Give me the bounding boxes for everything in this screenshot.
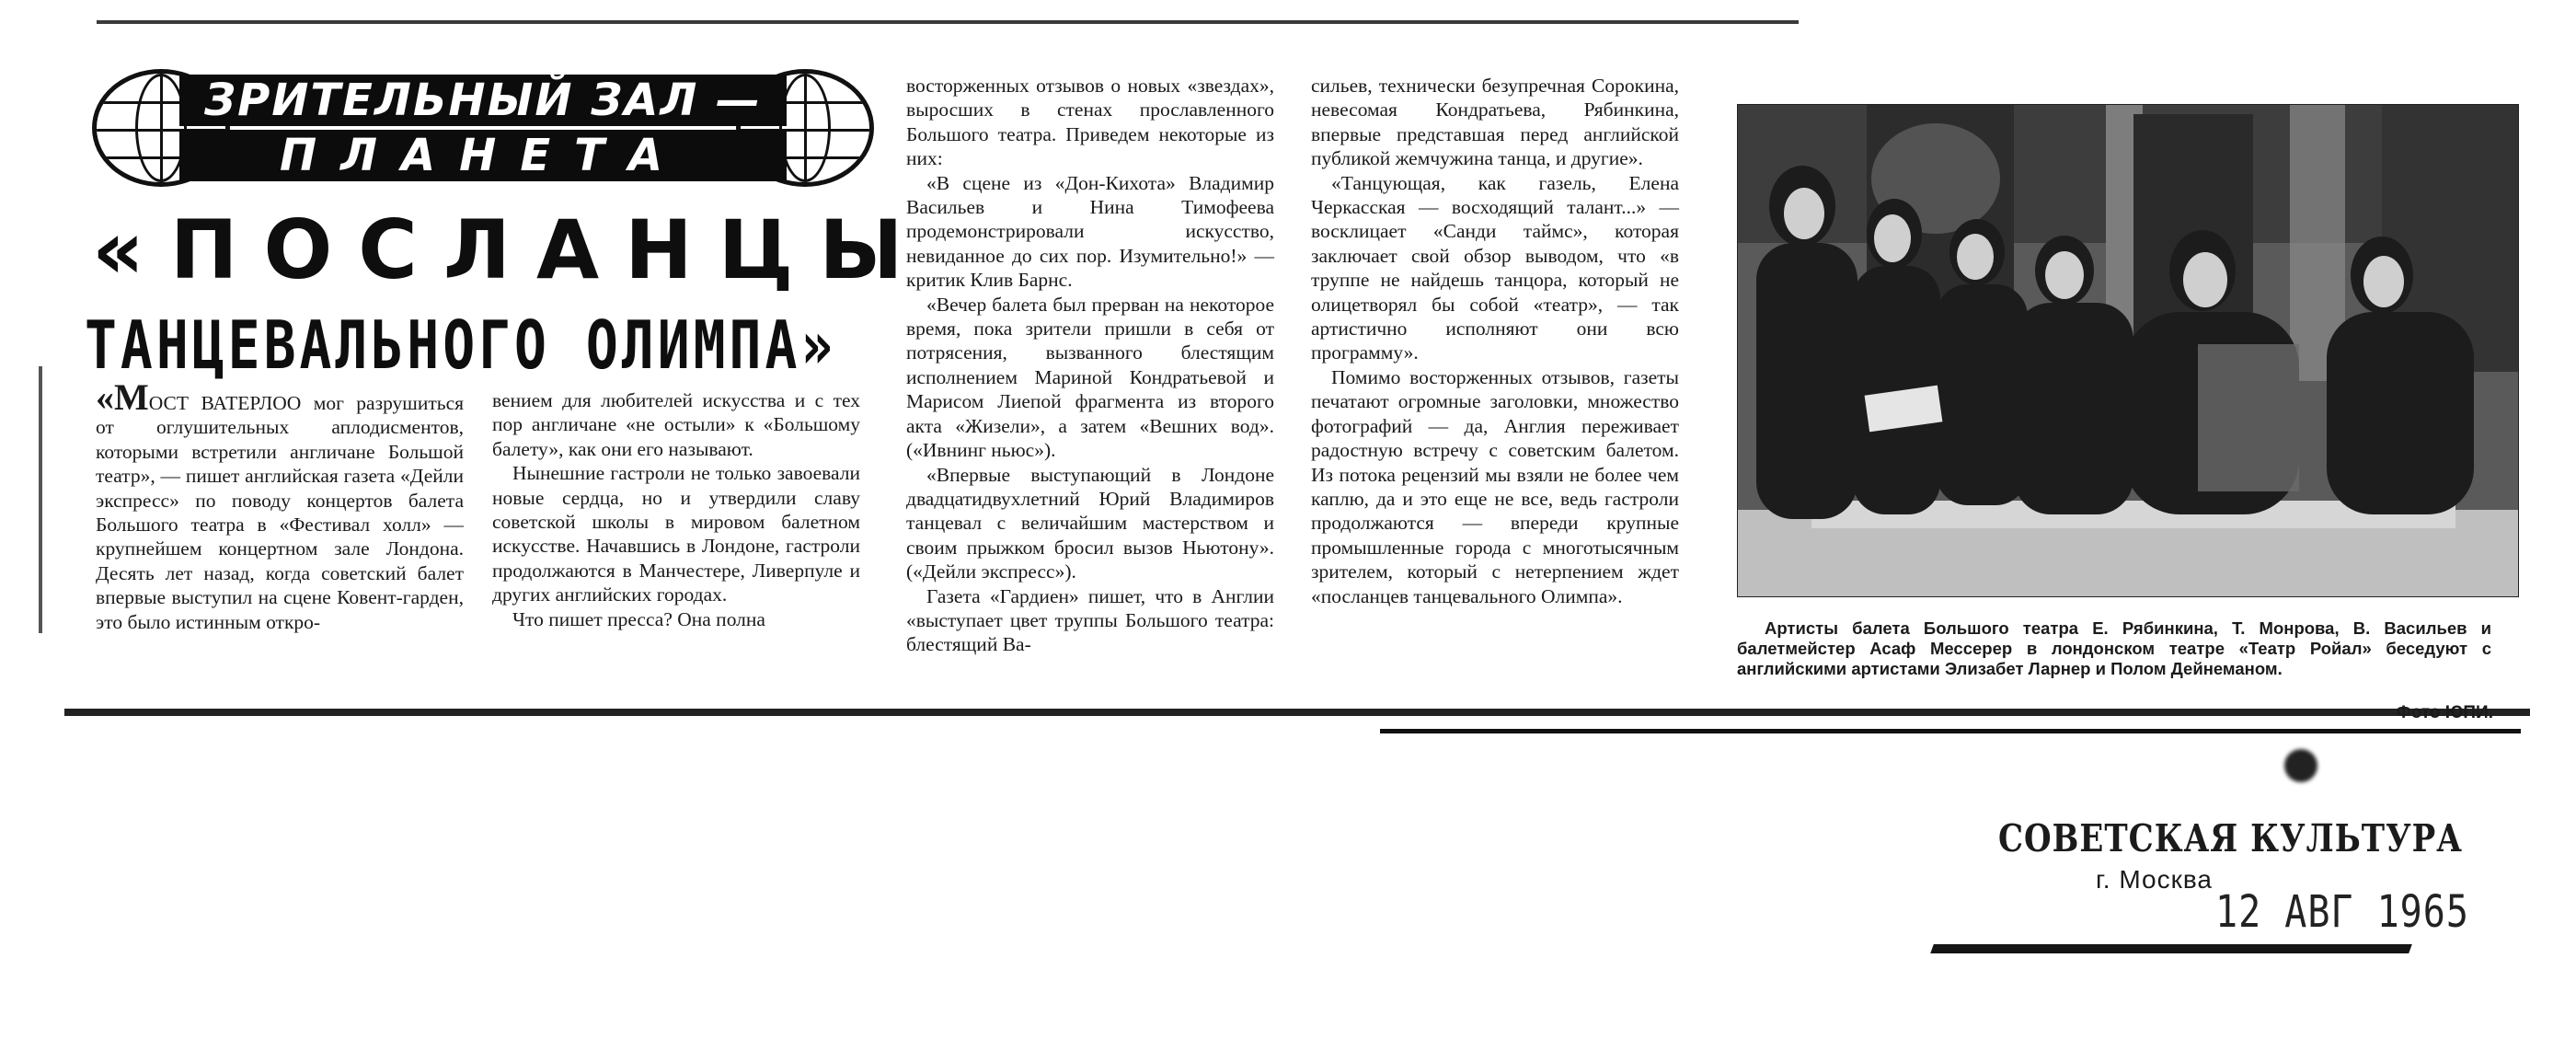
article-paragraph: восторженных отзывов о новых «звездах», выросших в стенах прославленного Большого театра. Приведем некоторые из них: — [906, 75, 1274, 170]
drop-cap: «М — [96, 376, 149, 418]
rubric-line-2: ПЛАНЕТА — [179, 130, 787, 181]
stamp-city: г. Москва — [2096, 865, 2213, 894]
article-paragraph: вением для любителей искусства и с тех пор англичане «не остыли» к «Большому балету», как они его называют. — [492, 389, 860, 460]
article-column-1 — [96, 376, 464, 634]
clipping-edge-left — [39, 366, 42, 633]
article-paragraph: «Вечер балета был прерван на некоторое время, пока зрители пришли в себя от потрясения, вызванного блестящим исполнением Мариной Кондратьевой и Марисом Лиепой фрагмента из второго акта «Жизели», а затем «Вешних вод». («Ивнинг ньюс»). — [906, 293, 1274, 462]
headline-line-2: ТАНЦЕВАЛЬНОГО ОЛИМПА» — [85, 306, 837, 385]
ink-smudge — [2284, 749, 2317, 782]
rubric-line-1: ЗРИТЕЛЬНЫЙ ЗАЛ — — [179, 75, 787, 126]
article-paragraph: Газета «Гардиен» пишет, что в Англии «выступает цвет труппы Большого театра: блестящий Ва- — [906, 584, 1274, 656]
article-paragraph: «МОСТ ВАТЕРЛОО мог разрушиться от оглушительных аплодисментов, которыми встретили англичане Большой театр», — пишет английская газета «Дейли экспресс» по поводу концертов балета Большого театра в «Фестивал холл» — крупнейшем концертном зале Лондона. Десять лет назад, когда советский балет впервые выступил на сцене Ковент-гарден, это было истинным откро- — [96, 376, 464, 633]
stamp-underline — [1930, 944, 2412, 953]
news-photo — [1737, 104, 2519, 597]
article-column-3 — [906, 74, 1274, 657]
article-paragraph: Что пишет пресса? Она полна — [512, 607, 765, 630]
article-paragraph: Нынешние гастроли не только завоевали новые сердца, но и утвердили славу советской школы в мировом балетном искусстве. Начавшись в Лондоне, гастроли продолжаются в Манчестере, Ливерпуле и других английских городах. — [492, 462, 860, 606]
article-paragraph: Помимо восторженных отзывов, газеты печатают огромные заголовки, множество фотографий — да, Англия переживает радостную встречу с советским балетом. Из потока рецензий мы взяли не более чем каплю, да и это еще не все, ведь гастроли продолжаются — впереди крупные промышленные города с многотысячным зрителем, который с нетерпением ждет «посланцев танцевального Олимпа». — [1311, 365, 1679, 607]
article-column-4 — [1311, 74, 1679, 608]
article-column-2 — [492, 388, 860, 631]
clipping-edge-bottom-secondary — [1380, 729, 2521, 733]
article-paragraph: сильев, технически безупречная Сорокина, невесомая Кондратьева, Рябинкина, впервые представшая перед английской публикой жемчужина танца, и другие». — [1311, 75, 1679, 170]
clipping-edge-top — [97, 20, 1799, 24]
headline-line-1: «ПОСЛАНЦЫ — [92, 202, 929, 297]
stamp-newspaper-name: СОВЕТСКАЯ КУЛЬТУРА — [1998, 817, 2463, 861]
archive-stamp — [1932, 745, 2521, 955]
rubric-banner — [92, 69, 874, 187]
photo-caption: Артисты балета Большого театра Е. Рябинкина, Т. Монрова, В. Васильев и балетмейстер Асаф Мессерер в лондонском театре «Театр Ройал» беседуют с английскими артистами Элизабет Ларнер и Полом Дейнеманом. — [1737, 618, 2491, 678]
article-paragraph: «В сцене из «Дон-Кихота» Владимир Васильев и Нина Тимофеева продемонстрировали искусство, невиданное до сих пор. Изумительно!» — критик Клив Барнс. — [906, 171, 1274, 292]
photo-credit: Фото ЮПИ. — [2396, 703, 2493, 722]
clipping-edge-bottom — [64, 709, 2530, 716]
article-paragraph: «Танцующая, как газель, Елена Черкасская — восходящий талант...» — восклицает «Санди таймс», которая заключает свой обзор выводом, что «в труппе не найдешь танцора, который не олицетворял бы собой «театр», — так артистично исполняют они всю программу». — [1311, 171, 1679, 364]
article-paragraph: «Впервые выступающий в Лондоне двадцатидвухлетний Юрий Владимиров танцевал с величайшим мастерством и своим прыжком бросил вызов Ньютону». («Дейли экспресс»). — [906, 463, 1274, 583]
stamp-date: 12 АВГ 1965 — [2215, 887, 2469, 939]
photo-illustration — [1738, 105, 2518, 596]
